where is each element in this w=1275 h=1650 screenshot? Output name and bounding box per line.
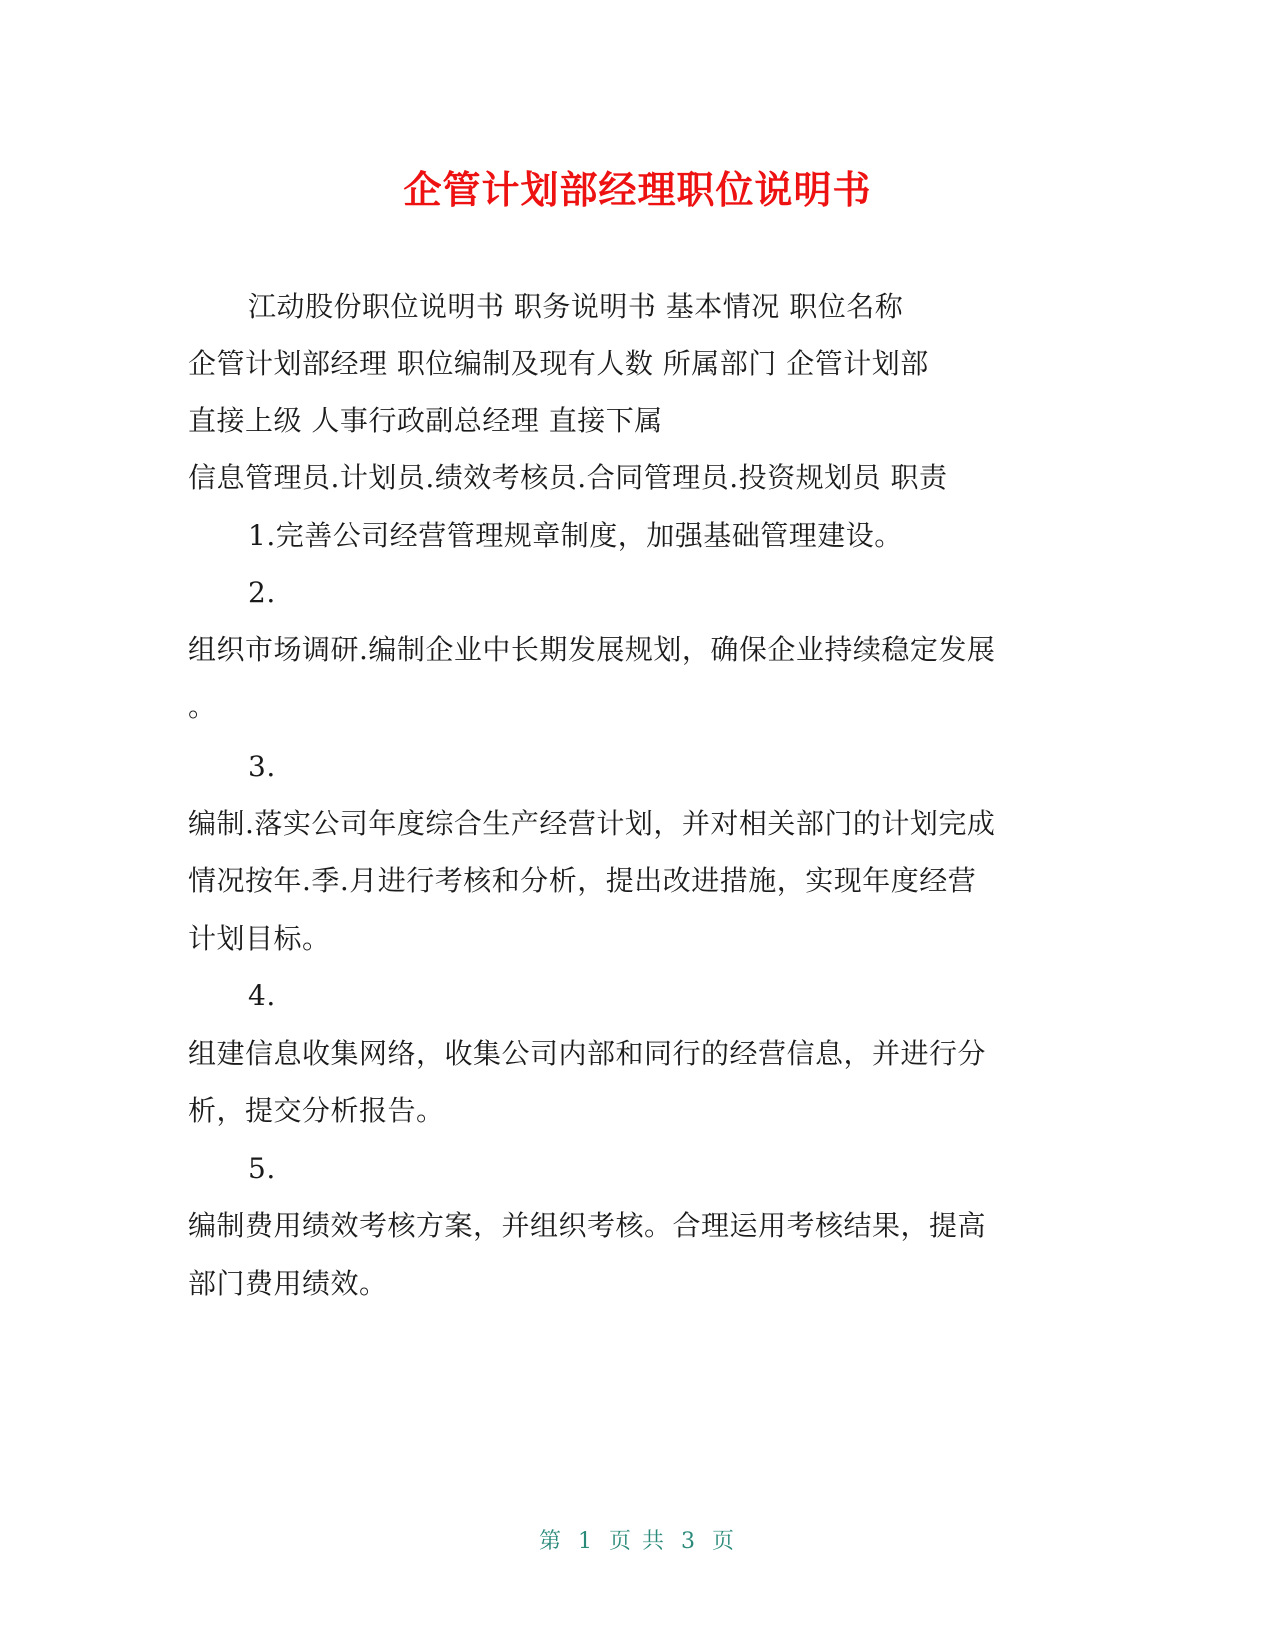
footer-label-of: 页 共 xyxy=(609,1529,666,1554)
body-line: 信息管理员.计划员.绩效考核员.合同管理员.投资规划员 职责 xyxy=(188,461,948,494)
duty-number-5: 5. xyxy=(248,1152,276,1185)
footer-label-pages: 页 xyxy=(712,1529,737,1554)
body-line: 计划目标。 xyxy=(188,922,331,955)
footer-total-pages: 3 xyxy=(681,1529,697,1554)
duty-number-2: 2. xyxy=(248,576,276,609)
body-line: 情况按年.季.月进行考核和分析，提出改进措施，实现年度经营 xyxy=(188,864,977,897)
body-line: 江动股份职位说明书 职务说明书 基本情况 职位名称 xyxy=(248,290,904,323)
body-line: 编制费用绩效考核方案，并组织考核。合理运用考核结果，提高 xyxy=(188,1209,987,1242)
body-line: 析，提交分析报告。 xyxy=(188,1094,445,1127)
footer-label-page: 第 xyxy=(538,1529,563,1554)
page-footer xyxy=(0,1527,1275,1557)
duty-number-3: 3. xyxy=(248,750,276,783)
body-line: 直接上级 人事行政副总经理 直接下属 xyxy=(188,404,663,437)
document-title: 企管计划部经理职位说明书 xyxy=(403,168,872,212)
body-line: 组织市场调研.编制企业中长期发展规划，确保企业持续稳定发展 xyxy=(188,633,996,666)
footer-current-page: 1 xyxy=(578,1529,594,1554)
body-line: 组建信息收集网络，收集公司内部和同行的经营信息，并进行分 xyxy=(188,1037,987,1070)
body-line: 。 xyxy=(188,690,217,723)
duty-number-4: 4. xyxy=(248,979,276,1012)
duty-item-1: 1.完善公司经营管理规章制度，加强基础管理建设。 xyxy=(248,519,903,552)
body-line: 企管计划部经理 职位编制及现有人数 所属部门 企管计划部 xyxy=(188,347,929,380)
body-line: 编制.落实公司年度综合生产经营计划，并对相关部门的计划完成 xyxy=(188,807,996,840)
body-line: 部门费用绩效。 xyxy=(188,1267,388,1300)
